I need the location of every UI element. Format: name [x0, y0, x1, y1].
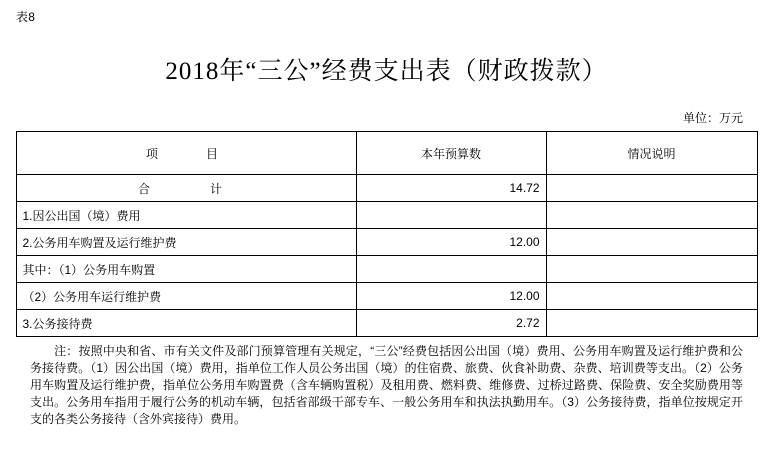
- table-row: [16, 229, 757, 256]
- row-item-label: 合 计: [16, 175, 356, 202]
- table-row: [16, 175, 757, 202]
- table-header-row: [16, 132, 757, 175]
- row-note: [546, 229, 757, 256]
- row-note: [546, 310, 757, 337]
- column-header-item: 项 目: [16, 132, 356, 175]
- page-title: 2018年“三公”经费支出表（财政拨款）: [165, 58, 608, 85]
- unit-note: 单位：万元: [682, 111, 743, 125]
- row-amount: [356, 256, 546, 283]
- row-note: [546, 256, 757, 283]
- footnote: [30, 343, 743, 428]
- table-row: [16, 256, 757, 283]
- expense-table: [16, 131, 758, 337]
- table-row: [16, 310, 757, 337]
- row-amount: 12.00: [356, 229, 546, 256]
- row-note: [546, 175, 757, 202]
- row-amount: [356, 202, 546, 229]
- row-note: [546, 202, 757, 229]
- row-amount: 12.00: [356, 283, 546, 310]
- column-header-note: 情况说明: [546, 132, 757, 175]
- row-item-label: 其中：（1）公务用车购置: [16, 256, 356, 283]
- row-item-label: （2）公务用车运行维护费: [16, 283, 356, 310]
- column-header-amount: 本年预算数: [356, 132, 546, 175]
- footnote-text: 注：按照中央和省、市有关文件及部门预算管理有关规定，“三公”经费包括因公出国（境）费用、公务用车购置及运行维护费和公务接待费。（1）因公出国（境）费用，指单位工作人员公务出国（境）的住宿费、旅费、伙食补助费、杂费、培训费等支出。（2）公务用车购置及运行维护费，指单位公务用车购置费（含车辆购置税）及租用费、燃料费、维修费、过桥过路费、保险费、安全奖励费用等支出。公务用车指用于履行公务的机动车辆，包括省部级干部专车、一般公务用车和执法执勤用车。（3）公务接待费，指单位按规定开支的各类公务接待（含外宾接待）费用。: [30, 344, 743, 426]
- table-label: 表8: [16, 10, 36, 24]
- row-amount: 14.72: [356, 175, 546, 202]
- row-amount: 2.72: [356, 310, 546, 337]
- row-item-label: 1.因公出国（境）费用: [16, 202, 356, 229]
- row-item-label: 2.公务用车购置及运行维护费: [16, 229, 356, 256]
- row-item-label: 3.公务接待费: [16, 310, 356, 337]
- table-row: [16, 283, 757, 310]
- table-row: [16, 202, 757, 229]
- row-note: [546, 283, 757, 310]
